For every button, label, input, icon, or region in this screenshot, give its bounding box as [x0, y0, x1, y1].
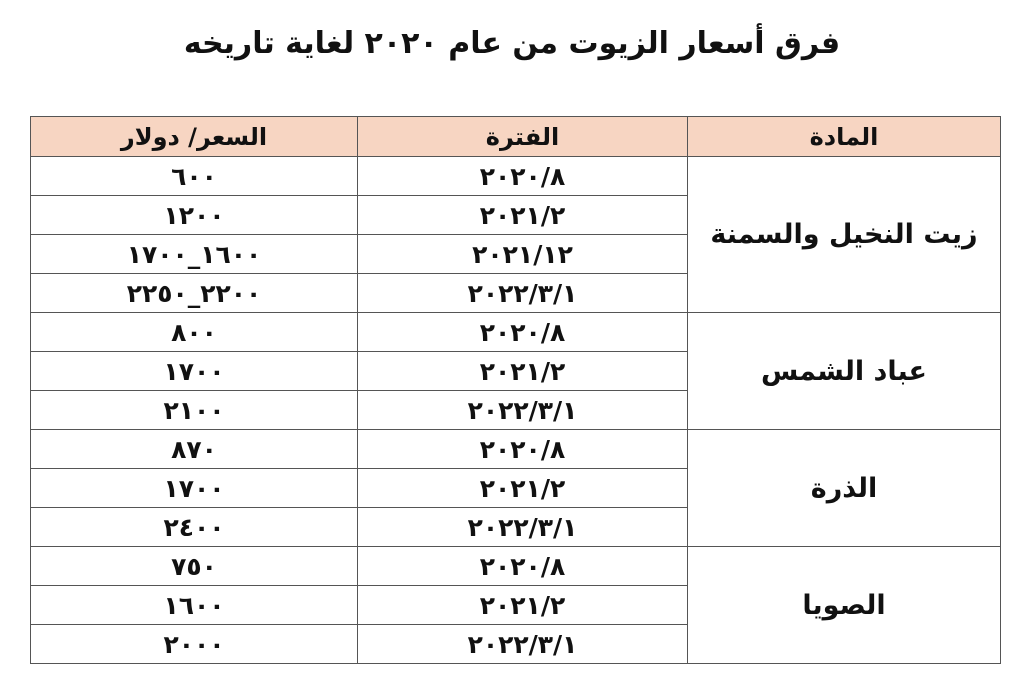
period-cell: ٢٠٢١/٢: [358, 586, 688, 625]
period-cell: ٢٠٢١/١٢: [358, 235, 688, 274]
price-cell: ١٦٠٠: [31, 586, 358, 625]
table-row: [31, 430, 1001, 469]
price-cell: ١٧٠٠: [31, 352, 358, 391]
material-cell: الذرة: [688, 430, 1001, 547]
period-cell: ٢٠٢١/٢: [358, 196, 688, 235]
table-row: [31, 313, 1001, 352]
period-cell: ٢٠٢٢/٣/١: [358, 391, 688, 430]
period-cell: ٢٠٢١/٢: [358, 469, 688, 508]
material-cell: عباد الشمس: [688, 313, 1001, 430]
material-cell: زيت النخيل والسمنة: [688, 157, 1001, 313]
period-cell: ٢٠٢٢/٣/١: [358, 625, 688, 664]
price-cell: ٢٤٠٠: [31, 508, 358, 547]
price-cell: ١٦٠٠_١٧٠٠: [31, 235, 358, 274]
price-cell: ١٧٠٠: [31, 469, 358, 508]
period-cell: ٢٠٢١/٢: [358, 352, 688, 391]
header-price: السعر/ دولار: [31, 117, 358, 157]
header-material: المادة: [688, 117, 1001, 157]
price-cell: ٨٠٠: [31, 313, 358, 352]
period-cell: ٢٠٢٢/٣/١: [358, 508, 688, 547]
period-cell: ٢٠٢٠/٨: [358, 547, 688, 586]
price-cell: ٦٠٠: [31, 157, 358, 196]
page-title: فرق أسعار الزيوت من عام ٢٠٢٠ لغاية تاريخه: [183, 26, 841, 61]
price-cell: ٢٢٠٠_٢٢٥٠: [31, 274, 358, 313]
header-period: الفترة: [358, 117, 688, 157]
price-cell: ٨٧٠: [31, 430, 358, 469]
price-cell: ٢١٠٠: [31, 391, 358, 430]
material-cell: الصويا: [688, 547, 1001, 664]
period-cell: ٢٠٢٠/٨: [358, 157, 688, 196]
period-cell: ٢٠٢٢/٣/١: [358, 274, 688, 313]
table-row: [31, 157, 1001, 196]
period-cell: ٢٠٢٠/٨: [358, 430, 688, 469]
price-cell: ٢٠٠٠: [31, 625, 358, 664]
table-header-row: [31, 117, 1001, 157]
period-cell: ٢٠٢٠/٨: [358, 313, 688, 352]
price-cell: ٧٥٠: [31, 547, 358, 586]
oil-prices-table: [30, 116, 1001, 664]
price-cell: ١٢٠٠: [31, 196, 358, 235]
table-row: [31, 547, 1001, 586]
